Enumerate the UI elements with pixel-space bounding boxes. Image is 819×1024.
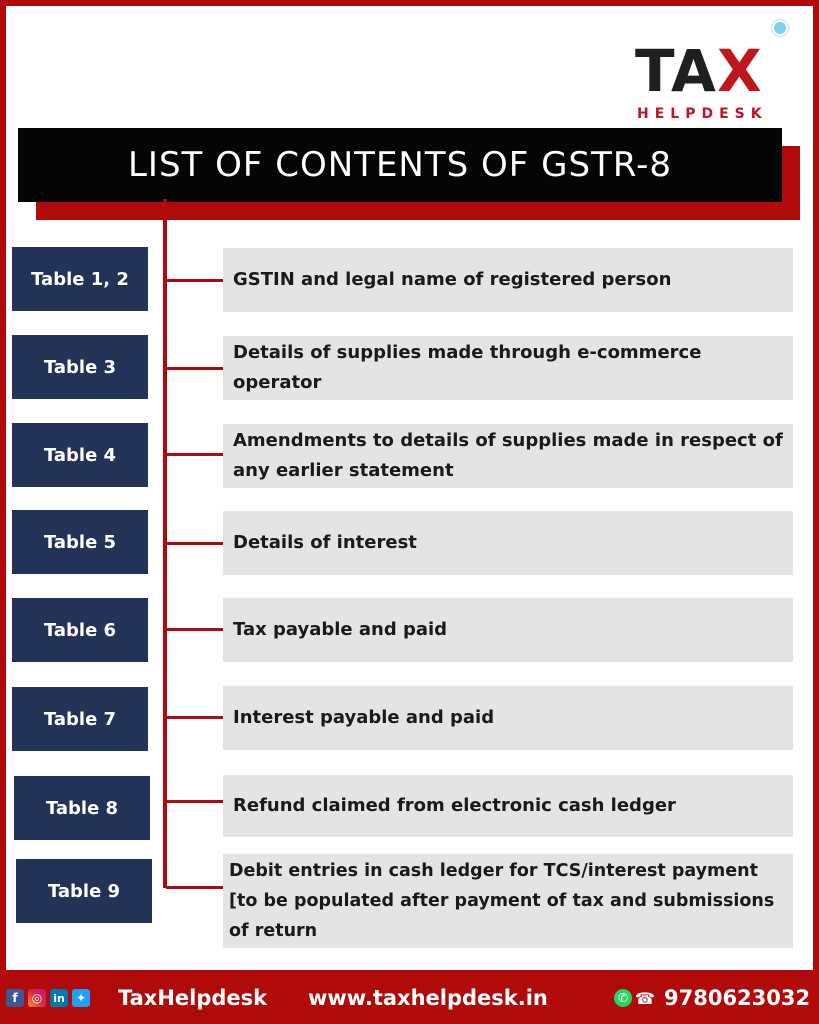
table-label-box: Table 5	[12, 510, 148, 574]
timeline-connector	[166, 367, 223, 370]
timeline-connector	[166, 716, 223, 719]
taxhelpdesk-logo	[629, 14, 799, 134]
brand-handle: TaxHelpdesk	[118, 986, 268, 1010]
description-text: Interest payable and paid	[233, 707, 495, 728]
phone-number[interactable]: 9780623032	[664, 986, 811, 1010]
infographic-page	[6, 6, 813, 970]
timeline-connector	[166, 886, 223, 889]
description-text: Debit entries in cash ledger for TCS/interest payment [to be populated after payment of tax and submissions of return	[229, 861, 775, 941]
description-box	[223, 511, 793, 575]
table-label-box: Table 1, 2	[12, 247, 148, 311]
whatsapp-icon[interactable]: ✆	[614, 989, 632, 1007]
description-box	[223, 686, 793, 750]
footer-bar	[0, 972, 819, 1024]
logo-wordmark-end: X	[716, 37, 763, 105]
table-label-box: Table 9	[16, 859, 152, 923]
contact-icons	[614, 989, 654, 1007]
description-text: Details of interest	[233, 532, 417, 553]
description-text: Refund claimed from electronic cash ledger	[233, 795, 676, 816]
facebook-icon[interactable]: f	[6, 989, 24, 1007]
timeline-connector	[166, 542, 223, 545]
description-text: Details of supplies made through e-commerce operator	[233, 342, 702, 393]
table-label-box: Table 3	[12, 335, 148, 399]
description-box	[223, 424, 793, 488]
timeline-connector	[166, 279, 223, 282]
table-label-box: Table 8	[14, 776, 150, 840]
logo-dot-icon	[772, 20, 788, 36]
description-box	[223, 336, 793, 400]
description-box	[223, 854, 793, 948]
logo-subtext: HELPDESK	[637, 106, 768, 122]
description-text: Tax payable and paid	[233, 619, 448, 640]
website-link[interactable]: www.taxhelpdesk.in	[308, 986, 548, 1010]
timeline-connector	[166, 628, 223, 631]
social-icons	[6, 989, 90, 1007]
page-title: LIST OF CONTENTS OF GSTR-8	[127, 145, 672, 185]
timeline-connector	[166, 800, 223, 803]
twitter-icon[interactable]: ✦	[72, 989, 90, 1007]
linkedin-icon[interactable]: in	[50, 989, 68, 1007]
table-label-box: Table 6	[12, 598, 148, 662]
timeline-connector	[166, 453, 223, 456]
phone-icon[interactable]: ☎	[635, 988, 655, 1008]
description-text: Amendments to details of supplies made in respect of any earlier statement	[233, 430, 783, 481]
logo-wordmark-start: TA	[635, 37, 717, 105]
table-label-box: Table 4	[12, 423, 148, 487]
title-banner	[18, 128, 782, 202]
instagram-icon[interactable]: ◎	[28, 989, 46, 1007]
description-box	[223, 775, 793, 837]
table-label-box: Table 7	[12, 687, 148, 751]
logo-wordmark	[635, 37, 763, 105]
description-box	[223, 598, 793, 662]
description-box	[223, 248, 793, 312]
description-text: GSTIN and legal name of registered person	[233, 269, 672, 290]
